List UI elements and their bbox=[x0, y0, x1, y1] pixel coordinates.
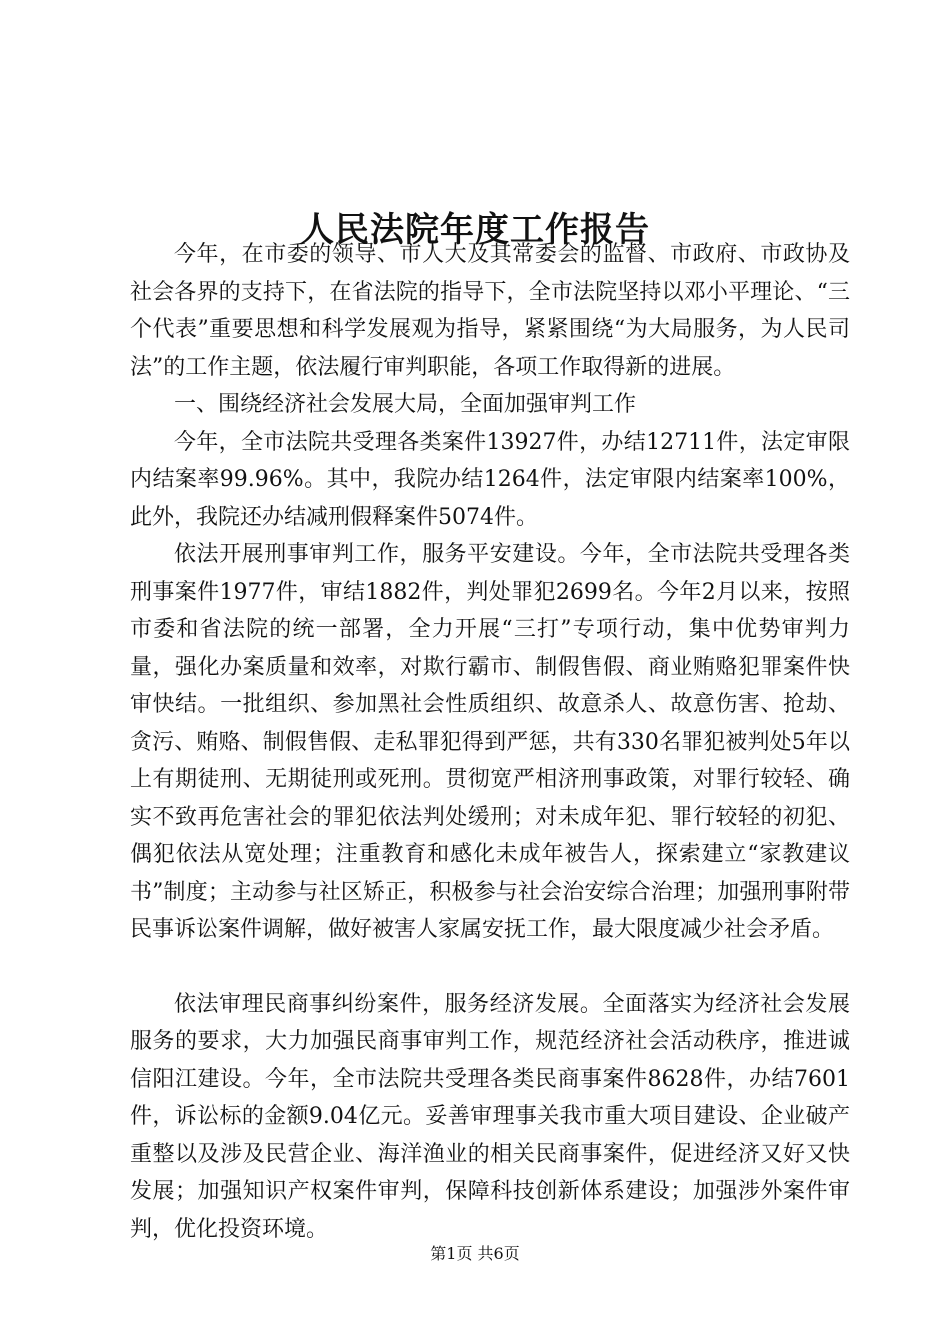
paragraph-case-statistics: 今年，全市法院共受理各类案件13927件，办结12711件，法定审限内结案率99.96%。其中，我院办结1264件，法定审限内结案率100%，此外，我院还办结减刑假释案件5074件。 bbox=[130, 429, 850, 530]
section-heading: 一、围绕经济社会发展大局，全面加强审判工作 bbox=[174, 392, 637, 417]
paragraph-intro: 今年，在市委的领导、市人大及其常委会的监督、市政府、市政协及社会各界的支持下，在省法院的指导下，全市法院坚持以邓小平理论、“三个代表”重要思想和科学发展观为指导，紧紧围绕“为大局服务，为人民司法”的工作主题，依法履行审判职能，各项工作取得新的进展。 bbox=[130, 242, 850, 380]
paragraph-civil-commercial-trials: 依法审理民商事纠纷案件，服务经济发展。全面落实为经济社会发展服务的要求，大力加强民商事审判工作，规范经济社会活动秩序，推进诚信阳江建设。今年，全市法院共受理各类民商事案件8628件，办结7601件，诉讼标的金额9.04亿元。妥善审理事关我市重大项目建设、企业破产重整以及涉及民营企业、海洋渔业的相关民商事案件，促进经济又好又快发展；加强知识产权案件审判，保障科技创新体系建设；加强涉外案件审判，优化投资环境。 bbox=[130, 991, 850, 1242]
document-body bbox=[130, 236, 850, 1248]
paragraph-criminal-trials: 依法开展刑事审判工作，服务平安建设。今年，全市法院共受理各类刑事案件1977件，审结1882件，判处罪犯2699名。今年2月以来，按照市委和省法院的统一部署，全力开展“三打”专项行动，集中优势审判力量，强化办案质量和效率，对欺行霸市、制假售假、商业贿赂犯罪案件快审快结。一批组织、参加黑社会性质组织、故意杀人、故意伤害、抢劫、贪污、贿赂、制假售假、走私罪犯得到严惩，共有330名罪犯被判处5年以上有期徒刑、无期徒刑或死刑。贯彻宽严相济刑事政策，对罪行较轻、确实不致再危害社会的罪犯依法判处缓刑；对未成年犯、罪行较轻的初犯、偶犯依法从宽处理；注重教育和感化未成年被告人，探索建立“家教建议书”制度；主动参与社区矫正，积极参与社会治安综合治理；加强刑事附带民事诉讼案件调解，做好被害人家属安抚工作，最大限度减少社会矛盾。 bbox=[130, 542, 850, 942]
document-title: 人民法院年度工作报告 bbox=[300, 209, 650, 250]
page-number-footer: 第1页 共6页 bbox=[430, 1244, 520, 1263]
